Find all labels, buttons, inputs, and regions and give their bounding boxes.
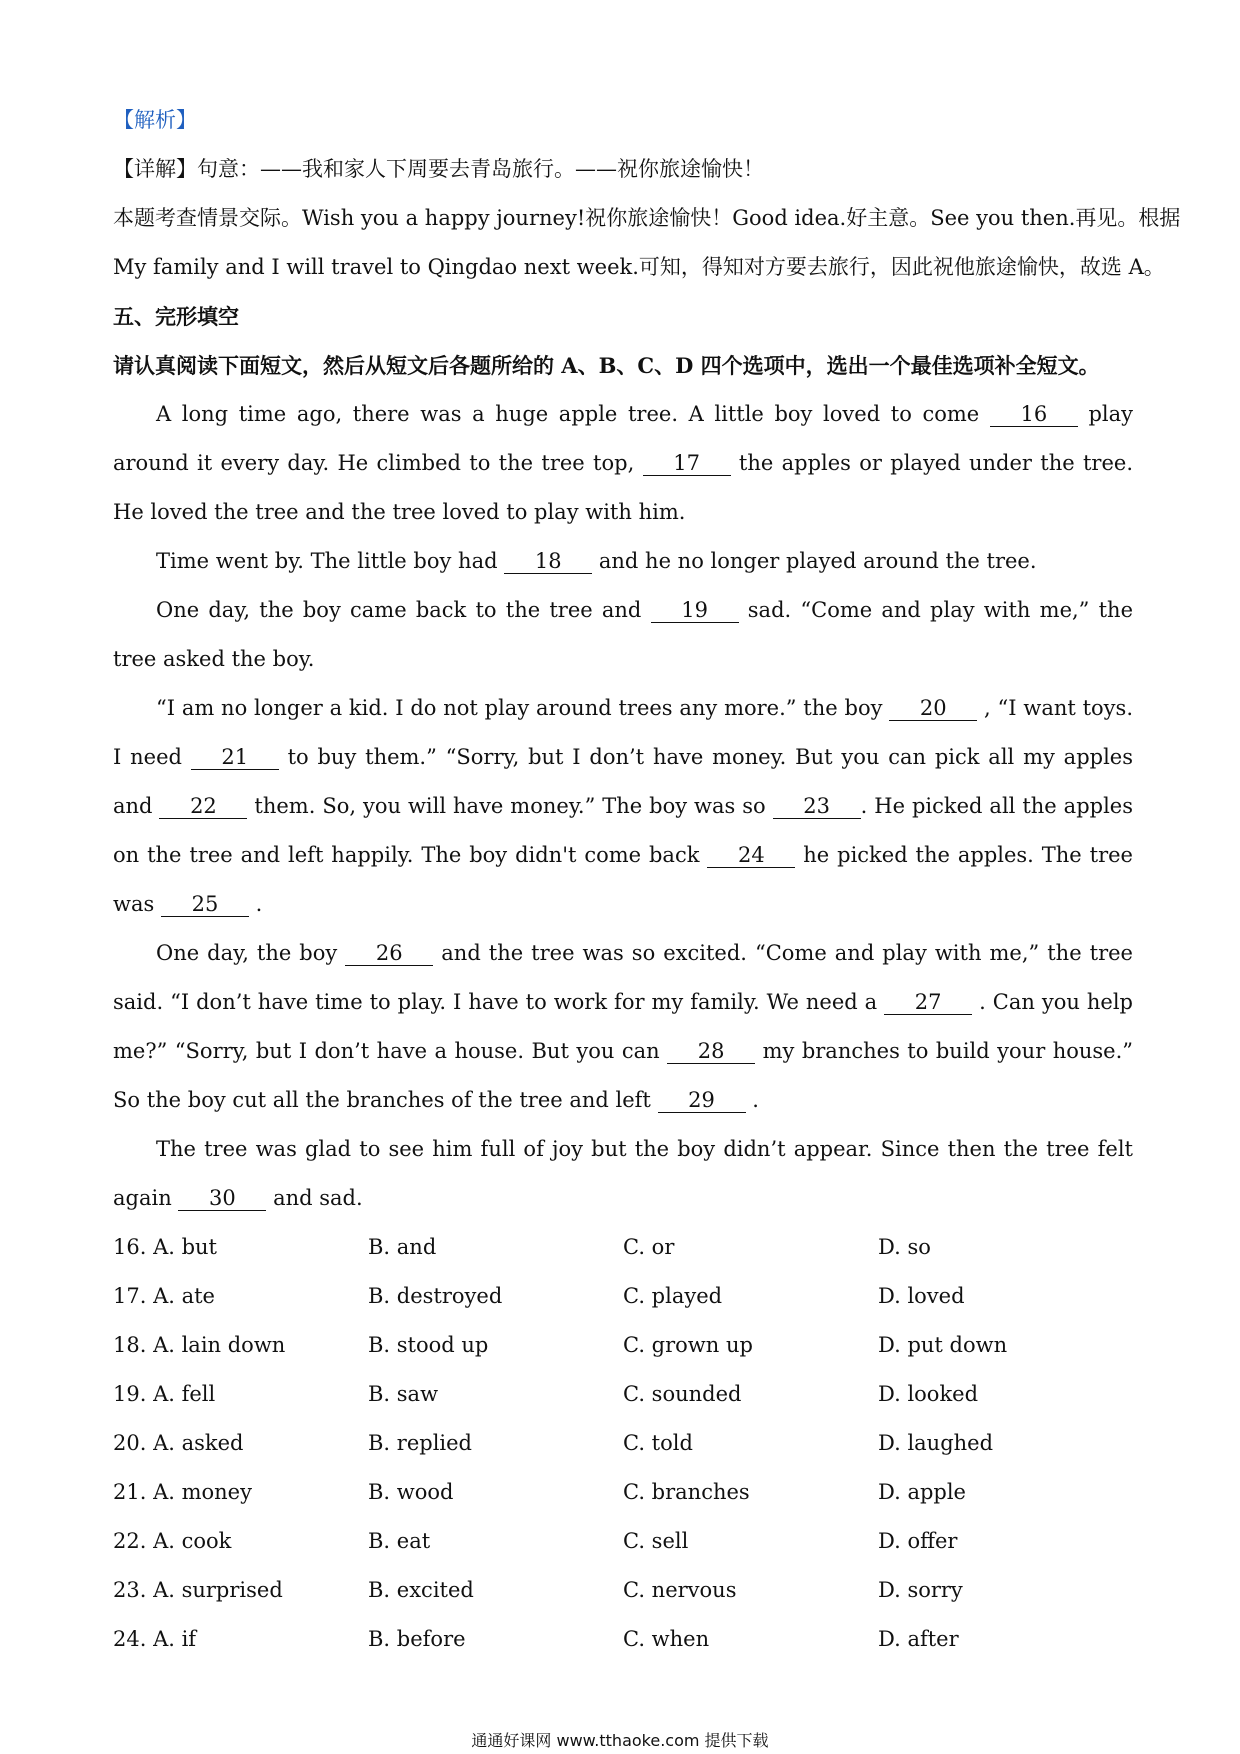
passage-text: and he no longer played around the tree. xyxy=(592,549,1037,573)
blank-30[interactable]: 30 xyxy=(178,1186,266,1211)
option-row-22 xyxy=(113,1517,1133,1566)
option-b[interactable]: B. excited xyxy=(368,1578,474,1602)
blank-22[interactable]: 22 xyxy=(159,794,247,819)
option-a[interactable]: 22. A. cook xyxy=(113,1529,232,1553)
passage-text: and the tree was so excited. “Come and play with me,” the tree said. “I don’t have time to play. I have to work for my family. We need a xyxy=(113,941,1133,1014)
passage-text: the apples or played under the tree. He loved the tree and the tree loved to play with him. xyxy=(113,451,1134,524)
passage-text: “I am no longer a kid. I do not play around trees any more.” the boy xyxy=(156,696,890,720)
blank-29[interactable]: 29 xyxy=(658,1088,746,1113)
option-c[interactable]: C. sell xyxy=(623,1529,689,1553)
blank-21[interactable]: 21 xyxy=(191,745,279,770)
option-b[interactable]: B. replied xyxy=(368,1431,472,1455)
analysis-tag: 【解析】 xyxy=(113,108,197,132)
blank-24[interactable]: 24 xyxy=(707,843,795,868)
option-b[interactable]: B. and xyxy=(368,1235,437,1259)
option-d[interactable]: D. put down xyxy=(878,1333,1008,1357)
option-c[interactable]: C. branches xyxy=(623,1480,750,1504)
passage-paragraph-1 xyxy=(113,390,1133,537)
option-b[interactable]: B. wood xyxy=(368,1480,454,1504)
option-c[interactable]: C. nervous xyxy=(623,1578,737,1602)
passage-text: sad. “Come and play with me,” the tree asked the boy. xyxy=(113,598,1133,671)
option-a[interactable]: 16. A. but xyxy=(113,1235,217,1259)
passage-text: he picked the apples. The tree was xyxy=(113,843,1133,916)
passage-text: . xyxy=(745,1088,759,1112)
option-d[interactable]: D. laughed xyxy=(878,1431,994,1455)
option-c[interactable]: C. grown up xyxy=(623,1333,753,1357)
option-d[interactable]: D. so xyxy=(878,1235,931,1259)
passage-text: . Can you help me?” “Sorry, but I don’t have a house. But you can xyxy=(113,990,1133,1063)
passage-text: One day, the boy came back to the tree and xyxy=(156,598,651,622)
passage-text: to buy them.” “Sorry, but I don’t have money. But you can pick all my apples and xyxy=(113,745,1133,818)
document-page xyxy=(113,96,1181,1664)
passage-text: . xyxy=(248,892,263,916)
blank-17[interactable]: 17 xyxy=(643,451,731,476)
page-footer: 通通好课网 www.tthaoke.com 提供下载 xyxy=(471,1731,769,1750)
passage-text: One day, the boy xyxy=(156,941,346,965)
option-d[interactable]: D. loved xyxy=(878,1284,965,1308)
passage-text: them. So, you will have money.” The boy was so xyxy=(247,794,773,818)
option-row-18 xyxy=(113,1321,1133,1370)
blank-16[interactable]: 16 xyxy=(990,402,1078,427)
option-b[interactable]: B. saw xyxy=(368,1382,439,1406)
analysis-detail: 【详解】句意：——我和家人下周要去青岛旅行。——祝你旅途愉快！ xyxy=(113,157,764,181)
blank-27[interactable]: 27 xyxy=(884,990,972,1015)
passage-text: and sad. xyxy=(266,1186,363,1210)
option-a[interactable]: 21. A. money xyxy=(113,1480,252,1504)
option-row-21 xyxy=(113,1468,1133,1517)
option-c[interactable]: C. or xyxy=(623,1235,675,1259)
passage-text: , “I want toys. I need xyxy=(113,696,1133,769)
passage-paragraph-6 xyxy=(113,1125,1133,1223)
option-d[interactable]: D. apple xyxy=(878,1480,966,1504)
option-b[interactable]: B. before xyxy=(368,1627,466,1651)
blank-25[interactable]: 25 xyxy=(161,892,249,917)
option-a[interactable]: 23. A. surprised xyxy=(113,1578,283,1602)
analysis-explanation-1: 本题考查情景交际。Wish you a happy journey!祝你旅途愉快！Good idea.好主意。See you then.再见。根据 xyxy=(113,206,1181,230)
analysis-explanation-2: My family and I will travel to Qingdao next week.可知，得知对方要去旅行，因此祝他旅途愉快，故选 A。 xyxy=(113,255,1165,279)
passage-text: A long time ago, there was a huge apple tree. A little boy loved to come xyxy=(156,402,990,426)
option-d[interactable]: D. after xyxy=(878,1627,959,1651)
blank-19[interactable]: 19 xyxy=(651,598,739,623)
option-d[interactable]: D. offer xyxy=(878,1529,958,1553)
passage-paragraph-3 xyxy=(113,586,1133,684)
option-b[interactable]: B. stood up xyxy=(368,1333,489,1357)
option-a[interactable]: 19. A. fell xyxy=(113,1382,216,1406)
passage-text: my branches to build your house.” So the boy cut all the branches of the tree and left xyxy=(113,1039,1134,1112)
option-row-17 xyxy=(113,1272,1133,1321)
answer-options xyxy=(113,1223,1133,1664)
option-c[interactable]: C. played xyxy=(623,1284,723,1308)
option-row-16 xyxy=(113,1223,1133,1272)
section-instruction: 请认真阅读下面短文，然后从短文后各题所给的 A、B、C、D 四个选项中，选出一个最佳选项补全短文。 xyxy=(113,353,1100,378)
option-a[interactable]: 18. A. lain down xyxy=(113,1333,286,1357)
option-c[interactable]: C. sounded xyxy=(623,1382,742,1406)
blank-28[interactable]: 28 xyxy=(667,1039,755,1064)
option-row-24 xyxy=(113,1615,1133,1664)
option-d[interactable]: D. sorry xyxy=(878,1578,963,1602)
option-row-20 xyxy=(113,1419,1133,1468)
option-b[interactable]: B. eat xyxy=(368,1529,431,1553)
passage-paragraph-5 xyxy=(113,929,1133,1125)
option-a[interactable]: 17. A. ate xyxy=(113,1284,215,1308)
option-c[interactable]: C. when xyxy=(623,1627,710,1651)
option-d[interactable]: D. looked xyxy=(878,1382,979,1406)
blank-23[interactable]: 23 xyxy=(773,794,861,819)
passage-text: play around it every day. He climbed to the tree top, xyxy=(113,402,1133,475)
option-row-19 xyxy=(113,1370,1133,1419)
blank-26[interactable]: 26 xyxy=(345,941,433,966)
option-a[interactable]: 24. A. if xyxy=(113,1627,197,1651)
blank-20[interactable]: 20 xyxy=(889,696,977,721)
passage-paragraph-4 xyxy=(113,684,1133,929)
option-c[interactable]: C. told xyxy=(623,1431,693,1455)
option-row-23 xyxy=(113,1566,1133,1615)
passage-text: Time went by. The little boy had xyxy=(156,549,505,573)
passage-text: . He picked all the apples on the tree and left happily. The boy didn't come back xyxy=(113,794,1134,867)
blank-18[interactable]: 18 xyxy=(504,549,592,574)
option-a[interactable]: 20. A. asked xyxy=(113,1431,244,1455)
passage-paragraph-2 xyxy=(113,537,1133,586)
option-b[interactable]: B. destroyed xyxy=(368,1284,503,1308)
section-heading: 五、完形填空 xyxy=(113,304,239,329)
passage-text: The tree was glad to see him full of joy but the boy didn’t appear. Since then the tree felt again xyxy=(113,1137,1133,1210)
